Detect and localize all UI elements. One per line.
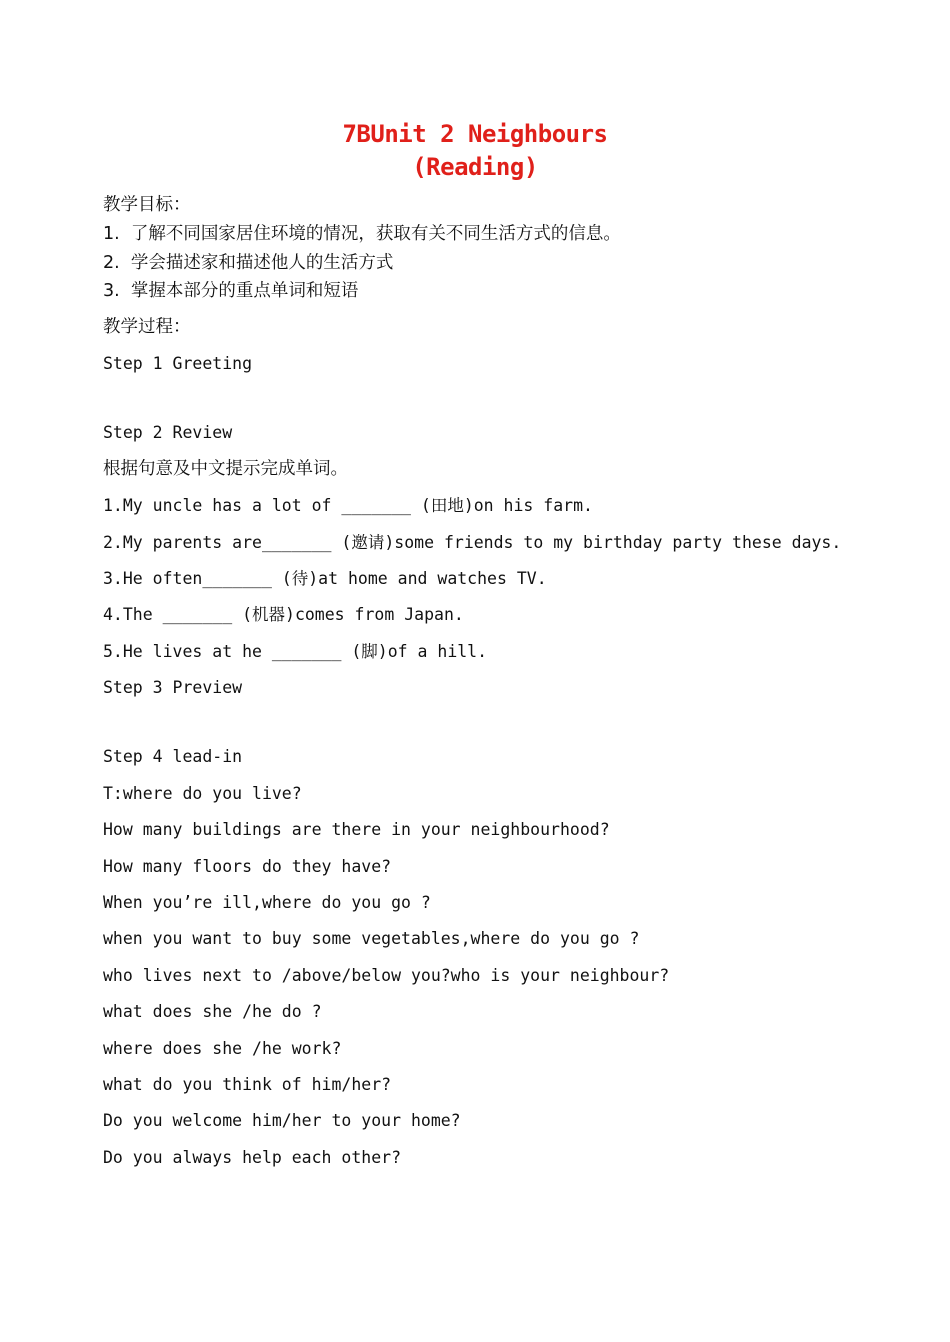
process-heading: 教学过程： [103, 317, 191, 337]
objective-item: 3. 掌握本部分的重点单词和短语 [103, 281, 359, 301]
objective-item: 1. 了解不同国家居住环境的情况，获取有关不同生活方式的信息。 [103, 224, 621, 244]
document-title-line2: (Reading) [412, 153, 538, 181]
exercise-item: 4.The _______ (机器)comes from Japan. [103, 605, 464, 624]
document-title-line1: 7BUnit 2 Neighbours [342, 120, 608, 148]
question-item: who lives next to /above/below you?who is your neighbour? [103, 966, 670, 985]
question-item: what do you think of him/her? [103, 1075, 392, 1094]
question-item: where does she /he work? [103, 1039, 342, 1058]
question-item: T:where do you live? [103, 784, 302, 803]
question-item: Do you always help each other? [103, 1148, 402, 1167]
question-item: How many floors do they have? [103, 857, 392, 876]
step-heading: Step 1 Greeting [103, 354, 253, 373]
question-item: Do you welcome him/her to your home? [103, 1111, 461, 1130]
exercise-item: 5.He lives at he _______ (脚)of a hill. [103, 642, 488, 661]
step-heading: Step 4 lead-in [103, 747, 243, 766]
question-item: How many buildings are there in your neighbourhood? [103, 820, 610, 839]
step-heading: Step 2 Review [103, 423, 233, 442]
exercise-instruction: 根据句意及中文提示完成单词。 [103, 459, 348, 479]
question-item: when you want to buy some vegetables,where do you go ? [103, 929, 640, 948]
exercise-item: 2.My parents are_______ (邀请)some friends to my birthday party these days. [103, 533, 842, 552]
objective-item: 2. 学会描述家和描述他人的生活方式 [103, 253, 394, 273]
question-item: When you’re ill,where do you go ? [103, 893, 431, 912]
exercise-item: 3.He often_______ (待)at home and watches TV. [103, 569, 547, 588]
exercise-item: 1.My uncle has a lot of _______ (田地)on his farm. [103, 496, 593, 515]
step-heading: Step 3 Preview [103, 678, 243, 697]
question-item: what does she /he do ? [103, 1002, 322, 1021]
objectives-heading: 教学目标： [103, 195, 191, 215]
